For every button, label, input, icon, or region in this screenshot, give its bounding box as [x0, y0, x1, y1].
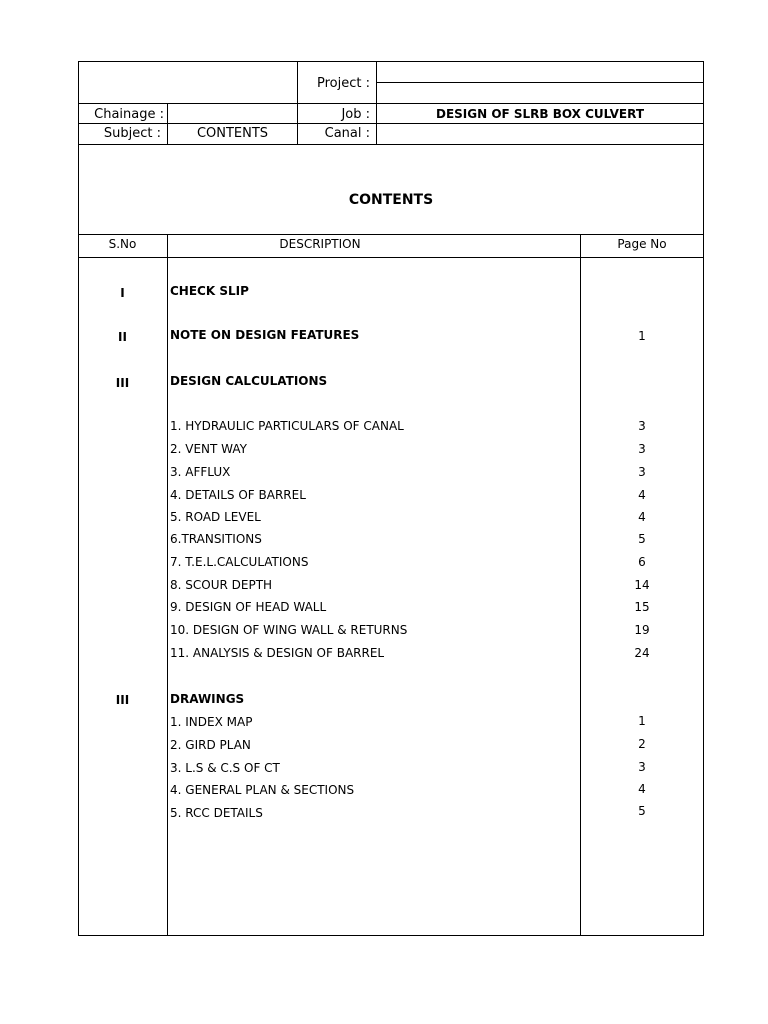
- list-item: 4. DETAILS OF BARREL: [170, 488, 306, 502]
- list-item-page: 3: [638, 465, 646, 479]
- section-sno: I: [120, 286, 125, 300]
- list-item: 4. GENERAL PLAN & SECTIONS: [170, 783, 355, 797]
- column-header-page: Page No: [617, 237, 667, 251]
- list-item-page: 6: [638, 555, 646, 569]
- subject-label: Subject :: [103, 126, 161, 141]
- list-item: 7. T.E.L.CALCULATIONS: [170, 555, 309, 569]
- chainage-label: Chainage :: [94, 107, 164, 122]
- list-item: 1. INDEX MAP: [170, 715, 253, 729]
- list-item: 10. DESIGN OF WING WALL & RETURNS: [170, 623, 408, 637]
- list-item-page: 19: [634, 623, 650, 637]
- subject-value: CONTENTS: [196, 126, 269, 141]
- job-label: Job :: [341, 107, 370, 122]
- page-title: CONTENTS: [348, 192, 434, 208]
- list-item-page: 4: [638, 782, 646, 796]
- column-header-description: DESCRIPTION: [279, 237, 361, 251]
- list-item: 3. AFFLUX: [170, 465, 231, 479]
- section-title: CHECK SLIP: [170, 284, 249, 298]
- list-item-page: 2: [638, 737, 646, 751]
- list-item: 5. RCC DETAILS: [170, 806, 263, 820]
- list-item: 1. HYDRAULIC PARTICULARS OF CANAL: [170, 419, 404, 433]
- border-bottom: [78, 935, 704, 936]
- list-item-page: 15: [634, 600, 650, 614]
- list-item-page: 4: [638, 488, 646, 502]
- list-item: 6.TRANSITIONS: [170, 532, 262, 546]
- canal-label: Canal :: [324, 126, 370, 141]
- list-item-page: 3: [638, 419, 646, 433]
- section-sno: II: [118, 330, 127, 344]
- list-item: 2. GIRD PLAN: [170, 738, 251, 752]
- list-item-page: 4: [638, 510, 646, 524]
- border-top: [78, 61, 704, 62]
- section-title: DRAWINGS: [170, 692, 245, 706]
- section-page: 1: [638, 329, 646, 343]
- list-item: 11. ANALYSIS & DESIGN OF BARREL: [170, 646, 385, 660]
- list-item: 5. ROAD LEVEL: [170, 510, 261, 524]
- table-header-top: [78, 234, 704, 235]
- header-divider: [78, 123, 704, 124]
- column-header-sno: S.No: [108, 237, 137, 251]
- list-item-page: 3: [638, 760, 646, 774]
- list-item-page: 24: [634, 646, 650, 660]
- header-divider: [78, 144, 704, 145]
- list-item-page: 5: [638, 804, 646, 818]
- section-sno: III: [115, 693, 130, 707]
- list-item: 2. VENT WAY: [170, 442, 247, 456]
- list-item: 9. DESIGN OF HEAD WALL: [170, 600, 327, 614]
- header-divider: [376, 61, 377, 144]
- table-header-bottom: [78, 257, 704, 258]
- header-divider: [376, 82, 703, 83]
- table-column-divider: [167, 234, 168, 936]
- section-title: NOTE ON DESIGN FEATURES: [170, 328, 360, 342]
- list-item-page: 5: [638, 532, 646, 546]
- header-divider: [78, 103, 704, 104]
- list-item-page: 3: [638, 442, 646, 456]
- list-item-page: 1: [638, 714, 646, 728]
- list-item: 3. L.S & C.S OF CT: [170, 761, 280, 775]
- section-title: DESIGN CALCULATIONS: [170, 374, 328, 388]
- section-sno: III: [115, 376, 130, 390]
- job-value: DESIGN OF SLRB BOX CULVERT: [435, 107, 645, 121]
- list-item-page: 14: [634, 578, 650, 592]
- list-item: 8. SCOUR DEPTH: [170, 578, 273, 592]
- project-label: Project :: [317, 76, 370, 91]
